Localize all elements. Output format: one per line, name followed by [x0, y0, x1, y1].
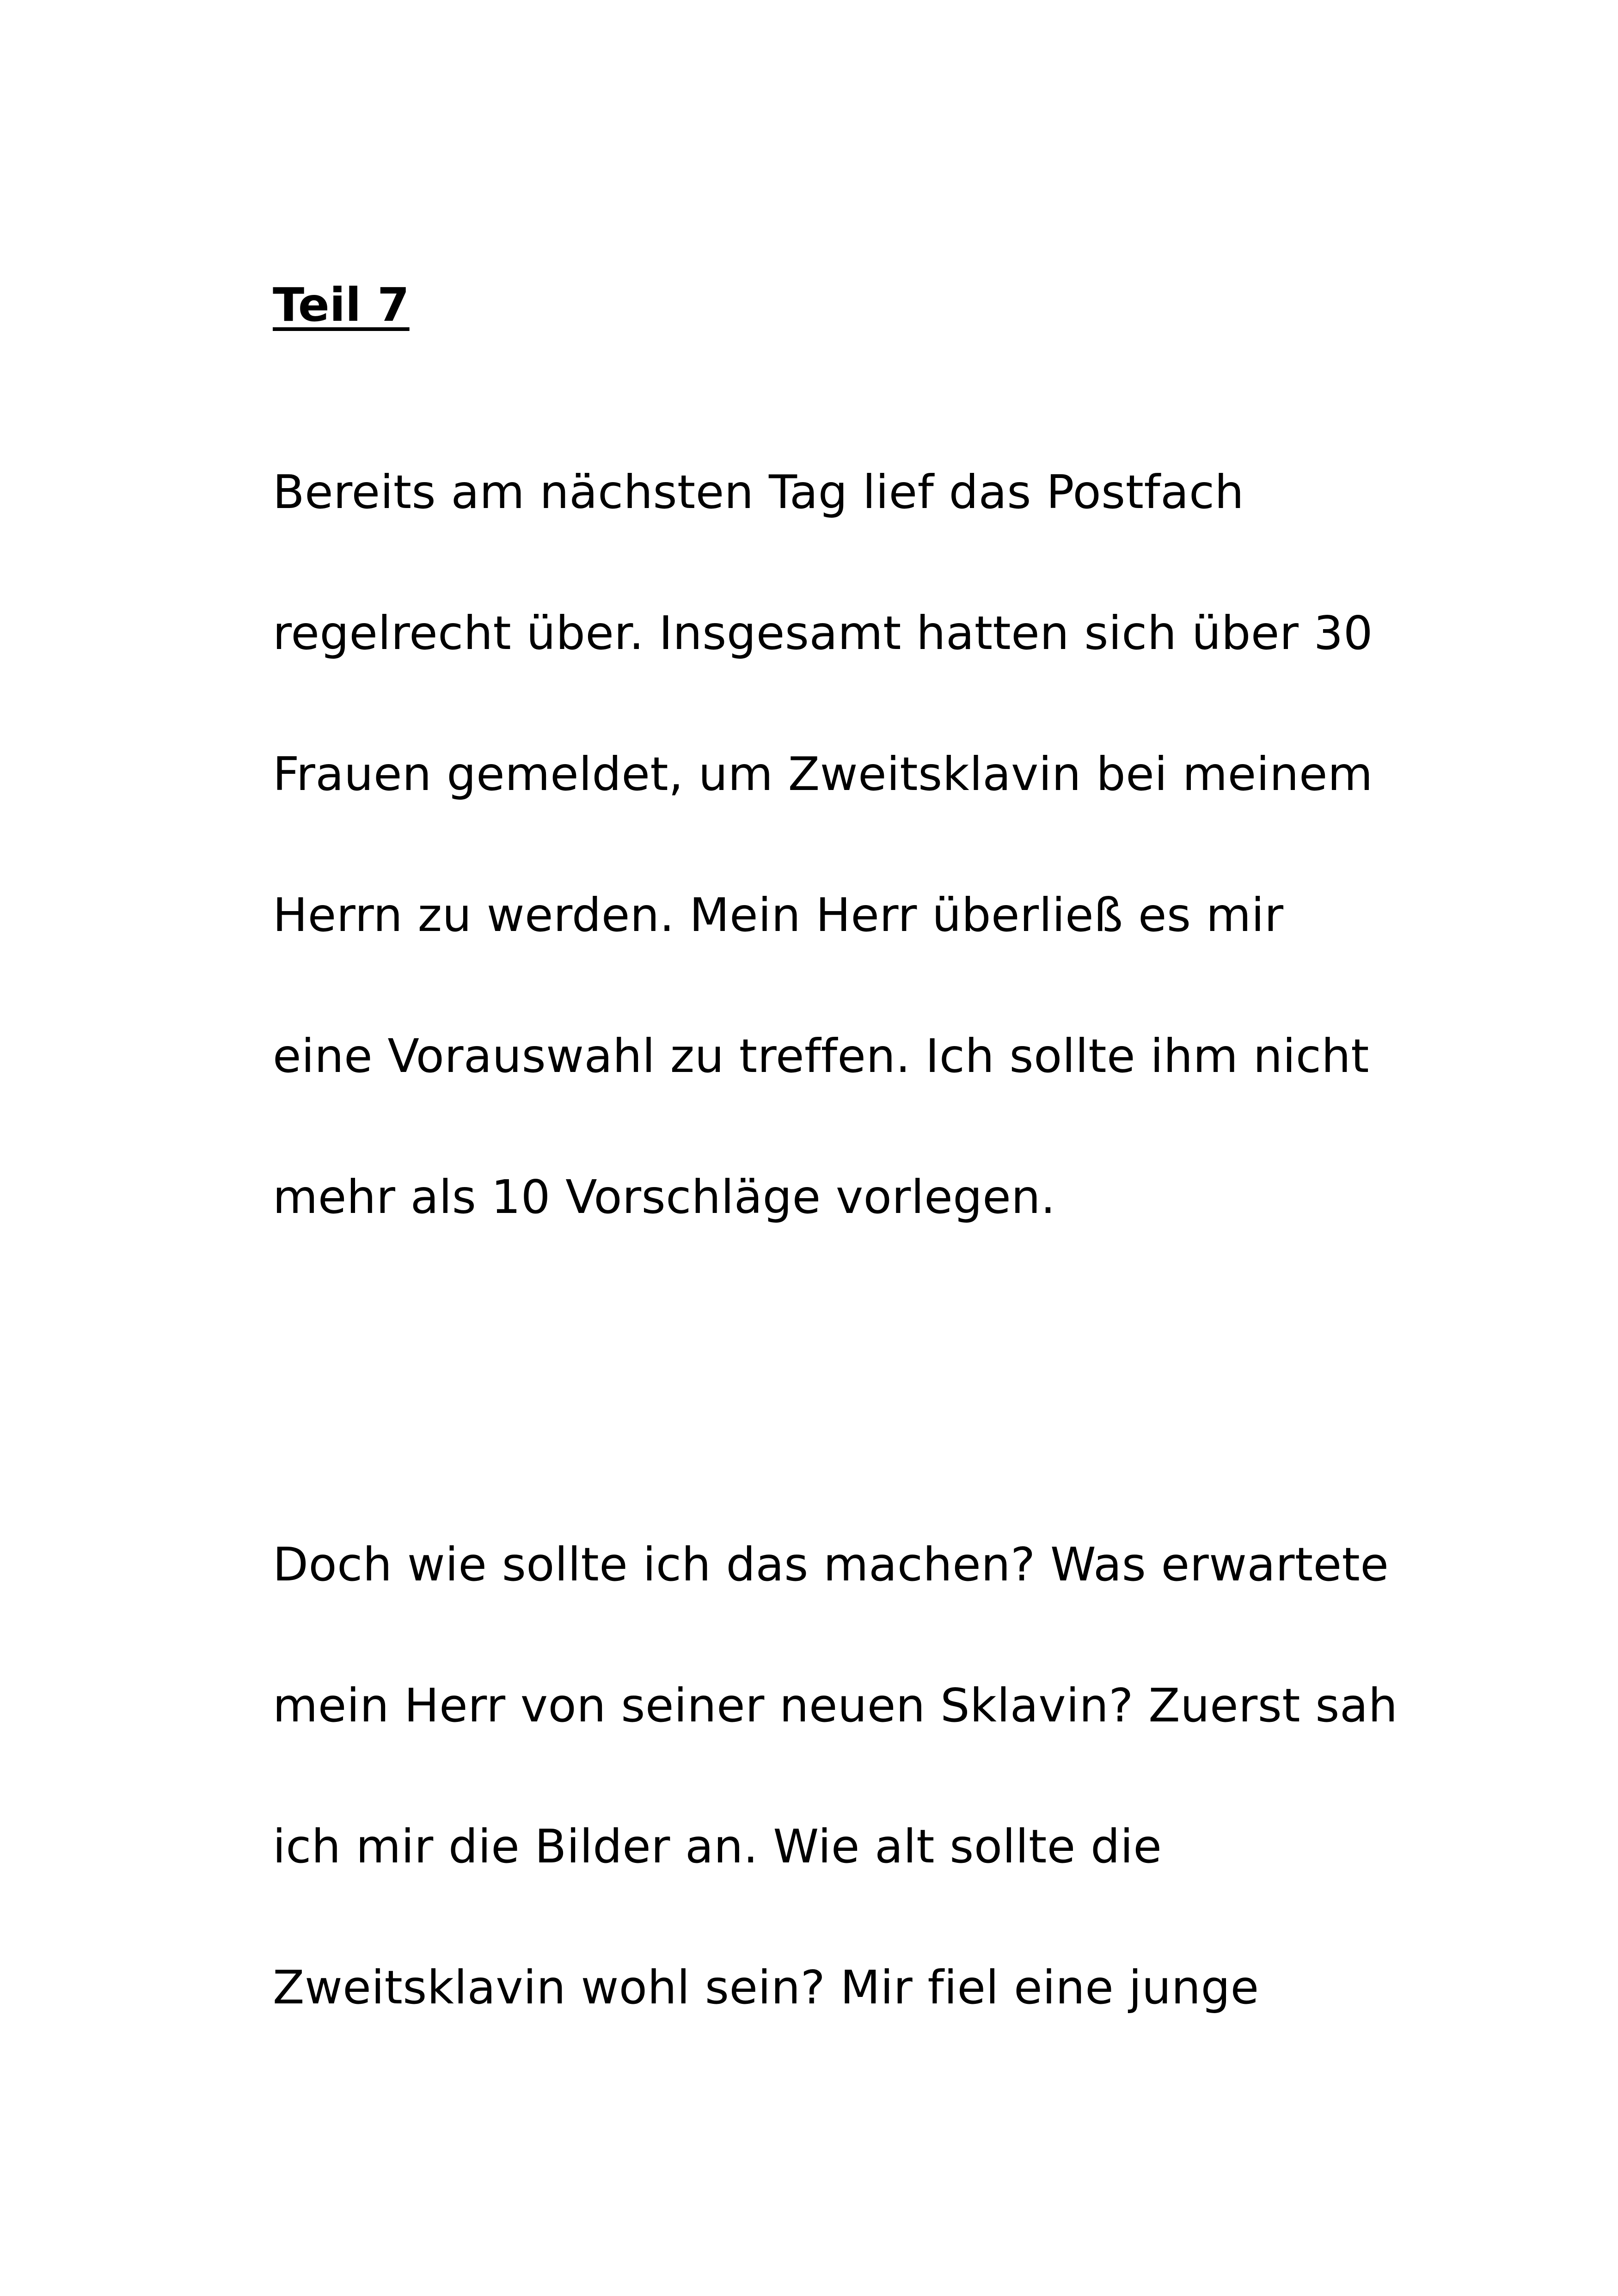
paragraph-1-line: Herrn zu werden. Mein Herr überließ es mir	[273, 888, 1284, 942]
paragraph-1-line: eine Vorauswahl zu treffen. Ich sollte ihm nicht	[273, 1029, 1369, 1083]
paragraph-1-line: regelrecht über. Insgesamt hatten sich über 30	[273, 606, 1373, 660]
paragraph-1-line: mehr als 10 Vorschläge vorlegen.	[273, 1170, 1056, 1224]
paragraph-2-line: Zweitsklavin wohl sein? Mir fiel eine junge	[273, 1960, 1259, 2014]
paragraph-2-line: ich mir die Bilder an. Wie alt sollte die	[273, 1819, 1162, 1874]
paragraph-2-line: mein Herr von seiner neuen Sklavin? Zuerst sah	[273, 1678, 1398, 1733]
paragraph-1-line: Bereits am nächsten Tag lief das Postfach	[273, 465, 1244, 519]
section-heading: Teil 7	[273, 278, 410, 332]
paragraph-1-line: Frauen gemeldet, um Zweitsklavin bei meinem	[273, 747, 1373, 801]
paragraph-2-line: Doch wie sollte ich das machen? Was erwartete	[273, 1537, 1389, 1592]
